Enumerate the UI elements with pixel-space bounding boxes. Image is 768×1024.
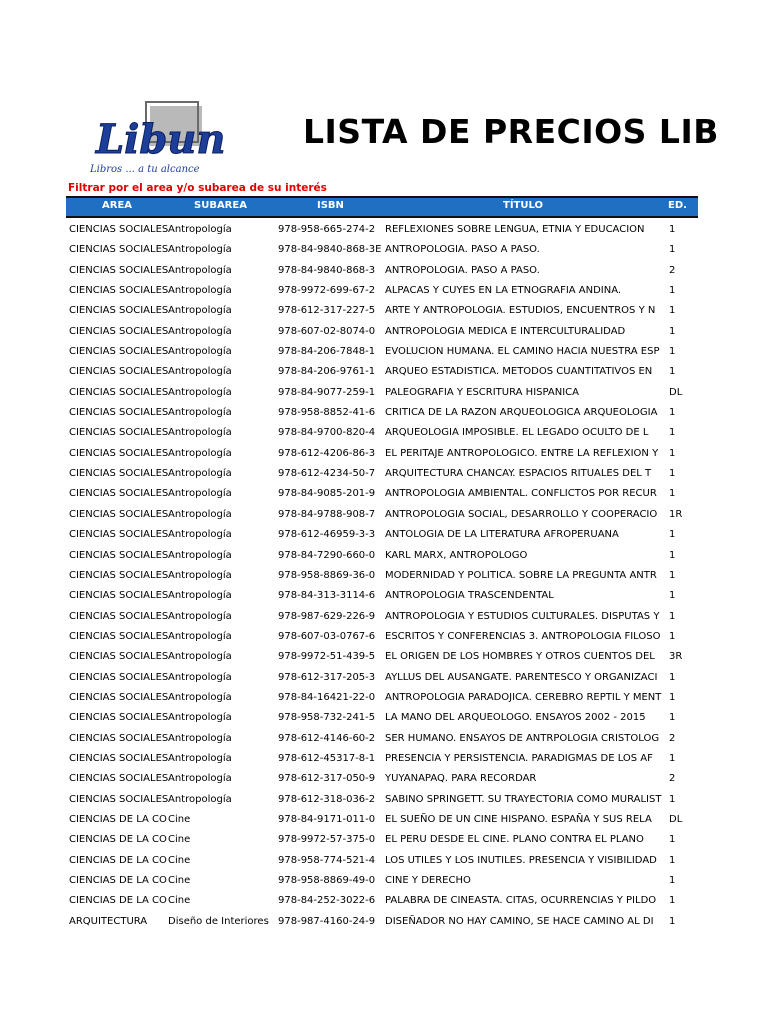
cell-titulo: PRESENCIA Y PERSISTENCIA. PARADIGMAS DE LOS AF	[385, 752, 653, 764]
cell-subarea: Antropología	[168, 407, 232, 419]
cell-subarea: Antropología	[168, 346, 232, 358]
cell-ed: 1	[669, 427, 676, 439]
cell-area: CIENCIAS SOCIALES	[69, 610, 169, 622]
cell-ed: 1	[669, 793, 676, 805]
cell-ed: 1	[669, 691, 676, 703]
table-row[interactable]	[0, 301, 768, 321]
cell-titulo: AYLLUS DEL AUSANGATE. PARENTESCO Y ORGANIZACI	[385, 671, 658, 683]
table-row[interactable]	[0, 627, 768, 647]
cell-area: CIENCIAS DE LA CO	[69, 834, 167, 846]
cell-titulo: EL ORIGEN DE LOS HOMBRES Y OTROS CUENTOS DEL	[385, 651, 655, 663]
cell-isbn: 978-987-4160-24-9	[278, 915, 376, 927]
cell-area: CIENCIAS SOCIALES	[69, 244, 169, 256]
cell-titulo: ANTROPOLOGIA TRASCENDENTAL	[385, 590, 554, 602]
cell-ed: 1	[669, 244, 676, 256]
table-row[interactable]	[0, 546, 768, 566]
cell-isbn: 978-84-313-3114-6	[278, 590, 376, 602]
cell-ed: 1	[669, 671, 676, 683]
table-row[interactable]	[0, 383, 768, 403]
cell-ed: 1	[669, 610, 676, 622]
cell-isbn: 978-84-7290-660-0	[278, 549, 376, 561]
table-row[interactable]	[0, 912, 768, 932]
cell-isbn: 978-9972-51-439-5	[278, 651, 376, 663]
cell-subarea: Cine	[168, 895, 191, 907]
cell-titulo: EL SUEÑO DE UN CINE HISPANO. ESPAÑA Y SUS RELA	[385, 813, 652, 825]
cell-isbn: 978-9972-57-375-0	[278, 834, 376, 846]
cell-titulo: CRITICA DE LA RAZON ARQUEOLOGICA ARQUEOLOGIA	[385, 407, 658, 419]
table-row[interactable]	[0, 647, 768, 667]
cell-area: CIENCIAS SOCIALES	[69, 468, 169, 480]
table-row[interactable]	[0, 566, 768, 586]
cell-area: CIENCIAS SOCIALES	[69, 224, 169, 235]
cell-isbn: 978-84-9788-908-7	[278, 508, 376, 520]
cell-area: CIENCIAS DE LA CO	[69, 875, 167, 886]
cell-titulo: DISEÑADOR NO HAY CAMINO, SE HACE CAMINO AL DI	[385, 915, 654, 927]
cell-subarea: Antropología	[168, 508, 232, 520]
table-row[interactable]	[0, 830, 768, 850]
cell-ed: 1	[669, 895, 676, 907]
cell-area: CIENCIAS SOCIALES	[69, 447, 169, 459]
cell-ed: 1	[669, 630, 676, 642]
cell-area: CIENCIAS SOCIALES	[69, 386, 169, 398]
cell-subarea: Antropología	[168, 752, 232, 764]
svg-text:Libun: Libun	[96, 116, 226, 163]
cell-ed: 1	[669, 752, 676, 764]
cell-titulo: ANTROPOLOGIA. PASO A PASO.	[385, 264, 540, 276]
cell-area: CIENCIAS SOCIALES	[69, 549, 169, 561]
price-table-body	[0, 220, 768, 932]
cell-area: CIENCIAS SOCIALES	[69, 305, 169, 317]
cell-isbn: 978-84-252-3022-6	[278, 895, 376, 907]
cell-isbn: 978-612-318-036-2	[278, 793, 376, 805]
cell-titulo: EVOLUCION HUMANA. EL CAMINO HACIA NUESTRA ESP	[385, 346, 660, 358]
table-row[interactable]	[0, 444, 768, 464]
cell-isbn: 978-84-16421-22-0	[278, 691, 376, 703]
cell-subarea: Antropología	[168, 549, 232, 561]
cell-titulo: ARQUEO ESTADISTICA. METODOS CUANTITATIVOS EN	[385, 366, 653, 378]
cell-titulo: ANTROPOLOGIA PARADOJICA. CEREBRO REPTIL Y MENT	[385, 691, 662, 703]
cell-isbn: 978-84-9085-201-9	[278, 488, 376, 500]
filter-note: Filtrar por el area y/o subarea de su interés	[68, 182, 327, 194]
cell-ed: 1	[669, 590, 676, 602]
table-row[interactable]	[0, 220, 768, 240]
cell-subarea: Cine	[168, 875, 191, 886]
cell-ed: 2	[669, 264, 676, 276]
table-row[interactable]	[0, 891, 768, 911]
cell-area: CIENCIAS SOCIALES	[69, 508, 169, 520]
cell-isbn: 978-84-9700-820-4	[278, 427, 376, 439]
cell-subarea: Antropología	[168, 610, 232, 622]
cell-ed: 1	[669, 407, 676, 419]
cell-isbn: 978-958-665-274-2	[278, 224, 376, 235]
cell-titulo: LA MANO DEL ARQUEOLOGO. ENSAYOS 2002 - 2015	[385, 712, 646, 724]
cell-ed: 1	[669, 488, 676, 500]
cell-area: CIENCIAS DE LA CO	[69, 895, 167, 907]
cell-area: CIENCIAS SOCIALES	[69, 671, 169, 683]
cell-area: CIENCIAS SOCIALES	[69, 346, 169, 358]
cell-ed: 1	[669, 834, 676, 846]
cell-isbn: 978-607-03-0767-6	[278, 630, 376, 642]
cell-isbn: 978-958-8869-49-0	[278, 875, 376, 886]
cell-titulo: YUYANAPAQ. PARA RECORDAR	[385, 773, 537, 785]
cell-area: ARQUITECTURA	[69, 915, 148, 927]
cell-area: CIENCIAS SOCIALES	[69, 630, 169, 642]
cell-titulo: ANTROPOLOGIA. PASO A PASO.	[385, 244, 540, 256]
cell-subarea: Antropología	[168, 691, 232, 703]
cell-isbn: 978-612-4234-50-7	[278, 468, 376, 480]
cell-titulo: SER HUMANO. ENSAYOS DE ANTRPOLOGIA CRISTOLOG	[385, 732, 660, 744]
cell-area: CIENCIAS SOCIALES	[69, 529, 169, 541]
cell-subarea: Antropología	[168, 590, 232, 602]
cell-ed: 1	[669, 569, 676, 581]
cell-subarea: Antropología	[168, 488, 232, 500]
cell-isbn: 978-958-8852-41-6	[278, 407, 376, 419]
cell-subarea: Diseño de Interiores	[168, 915, 269, 927]
table-row[interactable]	[0, 871, 768, 891]
cell-subarea: Cine	[168, 813, 191, 825]
table-row[interactable]	[0, 261, 768, 281]
table-row[interactable]	[0, 769, 768, 789]
cell-subarea: Antropología	[168, 671, 232, 683]
cell-titulo: REFLEXIONES SOBRE LENGUA, ETNIA Y EDUCACION	[385, 224, 645, 235]
cell-subarea: Antropología	[168, 224, 232, 235]
cell-ed: 1	[669, 366, 676, 378]
cell-isbn: 978-958-774-521-4	[278, 854, 376, 866]
cell-ed: 1	[669, 224, 676, 235]
cell-subarea: Antropología	[168, 386, 232, 398]
cell-subarea: Cine	[168, 854, 191, 866]
cell-subarea: Antropología	[168, 529, 232, 541]
cell-isbn: 978-84-9840-868-3E	[278, 244, 382, 256]
table-row[interactable]	[0, 281, 768, 301]
cell-isbn: 978-612-46959-3-3	[278, 529, 376, 541]
cell-titulo: EL PERU DESDE EL CINE. PLANO CONTRA EL PLANO	[385, 834, 644, 846]
cell-area: CIENCIAS SOCIALES	[69, 427, 169, 439]
cell-ed: 1	[669, 325, 676, 337]
table-row[interactable]	[0, 525, 768, 545]
cell-isbn: 978-84-9171-011-0	[278, 813, 376, 825]
svg-text:Libros ... a tu alcance: Libros ... a tu alcance	[90, 164, 200, 175]
cell-subarea: Antropología	[168, 732, 232, 744]
cell-subarea: Antropología	[168, 325, 232, 337]
cell-subarea: Antropología	[168, 264, 232, 276]
cell-ed: 1	[669, 468, 676, 480]
header-isbn[interactable]: ISBN	[317, 200, 344, 211]
cell-titulo: ANTROPOLOGIA SOCIAL, DESARROLLO Y COOPERACIO	[385, 508, 658, 520]
cell-subarea: Antropología	[168, 285, 232, 297]
cell-titulo: ANTROPOLOGIA MEDICA E INTERCULTURALIDAD	[385, 325, 626, 337]
cell-isbn: 978-612-317-205-3	[278, 671, 376, 683]
cell-subarea: Antropología	[168, 651, 232, 663]
cell-ed: 3R	[669, 651, 683, 663]
cell-area: CIENCIAS SOCIALES	[69, 366, 169, 378]
table-row[interactable]	[0, 240, 768, 260]
cell-ed: 2	[669, 773, 676, 785]
table-row[interactable]	[0, 790, 768, 810]
cell-ed: 1	[669, 549, 676, 561]
cell-subarea: Antropología	[168, 773, 232, 785]
cell-ed: 1	[669, 285, 676, 297]
cell-isbn: 978-612-45317-8-1	[278, 752, 376, 764]
cell-titulo: PALEOGRAFIA Y ESCRITURA HISPANICA	[385, 386, 579, 398]
cell-subarea: Antropología	[168, 244, 232, 256]
table-row[interactable]	[0, 322, 768, 342]
cell-subarea: Antropología	[168, 468, 232, 480]
cell-ed: 1	[669, 305, 676, 317]
cell-area: CIENCIAS SOCIALES	[69, 691, 169, 703]
table-row[interactable]	[0, 362, 768, 382]
cell-area: CIENCIAS DE LA CO	[69, 813, 167, 825]
cell-titulo: ARQUITECTURA CHANCAY. ESPACIOS RITUALES DEL T	[385, 468, 652, 480]
table-row[interactable]	[0, 586, 768, 606]
cell-isbn: 978-612-4206-86-3	[278, 447, 376, 459]
cell-area: CIENCIAS DE LA CO	[69, 854, 167, 866]
cell-titulo: ESCRITOS Y CONFERENCIAS 3. ANTROPOLOGIA FILOSO	[385, 630, 661, 642]
cell-isbn: 978-607-02-8074-0	[278, 325, 376, 337]
cell-titulo: SABINO SPRINGETT. SU TRAYECTORIA COMO MURALIST	[385, 793, 662, 805]
table-header	[66, 196, 698, 218]
cell-titulo: CINE Y DERECHO	[385, 875, 471, 886]
cell-subarea: Antropología	[168, 630, 232, 642]
cell-area: CIENCIAS SOCIALES	[69, 651, 169, 663]
cell-ed: 1	[669, 712, 676, 724]
cell-ed: DL	[669, 386, 683, 398]
cell-isbn: 978-612-317-227-5	[278, 305, 376, 317]
table-row[interactable]	[0, 403, 768, 423]
table-row[interactable]	[0, 484, 768, 504]
cell-ed: DL	[669, 813, 683, 825]
table-row[interactable]	[0, 729, 768, 749]
cell-isbn: 978-84-9840-868-3	[278, 264, 376, 276]
cell-subarea: Antropología	[168, 427, 232, 439]
cell-isbn: 978-987-629-226-9	[278, 610, 376, 622]
header-subarea[interactable]: SUBAREA	[194, 200, 247, 211]
table-row[interactable]	[0, 749, 768, 769]
cell-area: CIENCIAS SOCIALES	[69, 590, 169, 602]
cell-area: CIENCIAS SOCIALES	[69, 773, 169, 785]
table-row[interactable]	[0, 464, 768, 484]
cell-ed: 1	[669, 875, 676, 886]
cell-isbn: 978-9972-699-67-2	[278, 285, 376, 297]
cell-titulo: LOS UTILES Y LOS INUTILES. PRESENCIA Y VISIBILIDAD	[385, 854, 657, 866]
table-row[interactable]	[0, 810, 768, 830]
cell-ed: 1	[669, 529, 676, 541]
cell-area: CIENCIAS SOCIALES	[69, 732, 169, 744]
cell-isbn: 978-84-206-7848-1	[278, 346, 376, 358]
cell-ed: 2	[669, 732, 676, 744]
cell-area: CIENCIAS SOCIALES	[69, 407, 169, 419]
cell-area: CIENCIAS SOCIALES	[69, 793, 169, 805]
cell-titulo: EL PERITAJE ANTROPOLOGICO. ENTRE LA REFLEXION Y	[385, 447, 659, 459]
table-row[interactable]	[0, 851, 768, 871]
table-row[interactable]	[0, 342, 768, 362]
cell-ed: 1	[669, 915, 676, 927]
cell-subarea: Cine	[168, 834, 191, 846]
cell-isbn: 978-84-9077-259-1	[278, 386, 376, 398]
cell-titulo: ALPACAS Y CUYES EN LA ETNOGRAFIA ANDINA.	[385, 285, 622, 297]
cell-titulo: ANTROPOLOGIA Y ESTUDIOS CULTURALES. DISPUTAS Y	[385, 610, 660, 622]
cell-area: CIENCIAS SOCIALES	[69, 569, 169, 581]
cell-subarea: Antropología	[168, 447, 232, 459]
table-row[interactable]	[0, 708, 768, 728]
table-row[interactable]	[0, 423, 768, 443]
cell-titulo: ANTOLOGIA DE LA LITERATURA AFROPERUANA	[385, 529, 619, 541]
page-title: LISTA DE PRECIOS LIB	[303, 112, 719, 151]
cell-subarea: Antropología	[168, 305, 232, 317]
table-row[interactable]	[0, 505, 768, 525]
cell-area: CIENCIAS SOCIALES	[69, 752, 169, 764]
cell-subarea: Antropología	[168, 569, 232, 581]
cell-isbn: 978-958-8869-36-0	[278, 569, 376, 581]
cell-subarea: Antropología	[168, 366, 232, 378]
cell-area: CIENCIAS SOCIALES	[69, 325, 169, 337]
cell-isbn: 978-84-206-9761-1	[278, 366, 376, 378]
cell-area: CIENCIAS SOCIALES	[69, 712, 169, 724]
cell-isbn: 978-958-732-241-5	[278, 712, 376, 724]
cell-ed: 1	[669, 346, 676, 358]
cell-area: CIENCIAS SOCIALES	[69, 488, 169, 500]
cell-area: CIENCIAS SOCIALES	[69, 285, 169, 297]
header-area[interactable]: AREA	[102, 200, 133, 211]
cell-subarea: Antropología	[168, 712, 232, 724]
cell-titulo: PALABRA DE CINEASTA. CITAS, OCURRENCIAS Y PILDO	[385, 895, 657, 907]
cell-ed: 1	[669, 447, 676, 459]
table-row[interactable]	[0, 607, 768, 627]
cell-titulo: ARTE Y ANTROPOLOGIA. ESTUDIOS, ENCUENTROS Y N	[385, 305, 656, 317]
cell-titulo: ANTROPOLOGIA AMBIENTAL. CONFLICTOS POR RECUR	[385, 488, 657, 500]
cell-area: CIENCIAS SOCIALES	[69, 264, 169, 276]
table-row[interactable]	[0, 688, 768, 708]
cell-subarea: Antropología	[168, 793, 232, 805]
cell-isbn: 978-612-317-050-9	[278, 773, 376, 785]
table-row[interactable]	[0, 668, 768, 688]
libun-logo	[86, 98, 226, 178]
cell-ed: 1R	[669, 508, 683, 520]
cell-ed: 1	[669, 854, 676, 866]
cell-titulo: MODERNIDAD Y POLITICA. SOBRE LA PREGUNTA ANTR	[385, 569, 657, 581]
cell-titulo: ARQUEOLOGIA IMPOSIBLE. EL LEGADO OCULTO DE L	[385, 427, 649, 439]
cell-titulo: KARL MARX, ANTROPOLOGO	[385, 549, 528, 561]
cell-isbn: 978-612-4146-60-2	[278, 732, 376, 744]
header-titulo[interactable]: TÍTULO	[503, 200, 543, 211]
header-ed[interactable]: ED.	[668, 200, 687, 211]
